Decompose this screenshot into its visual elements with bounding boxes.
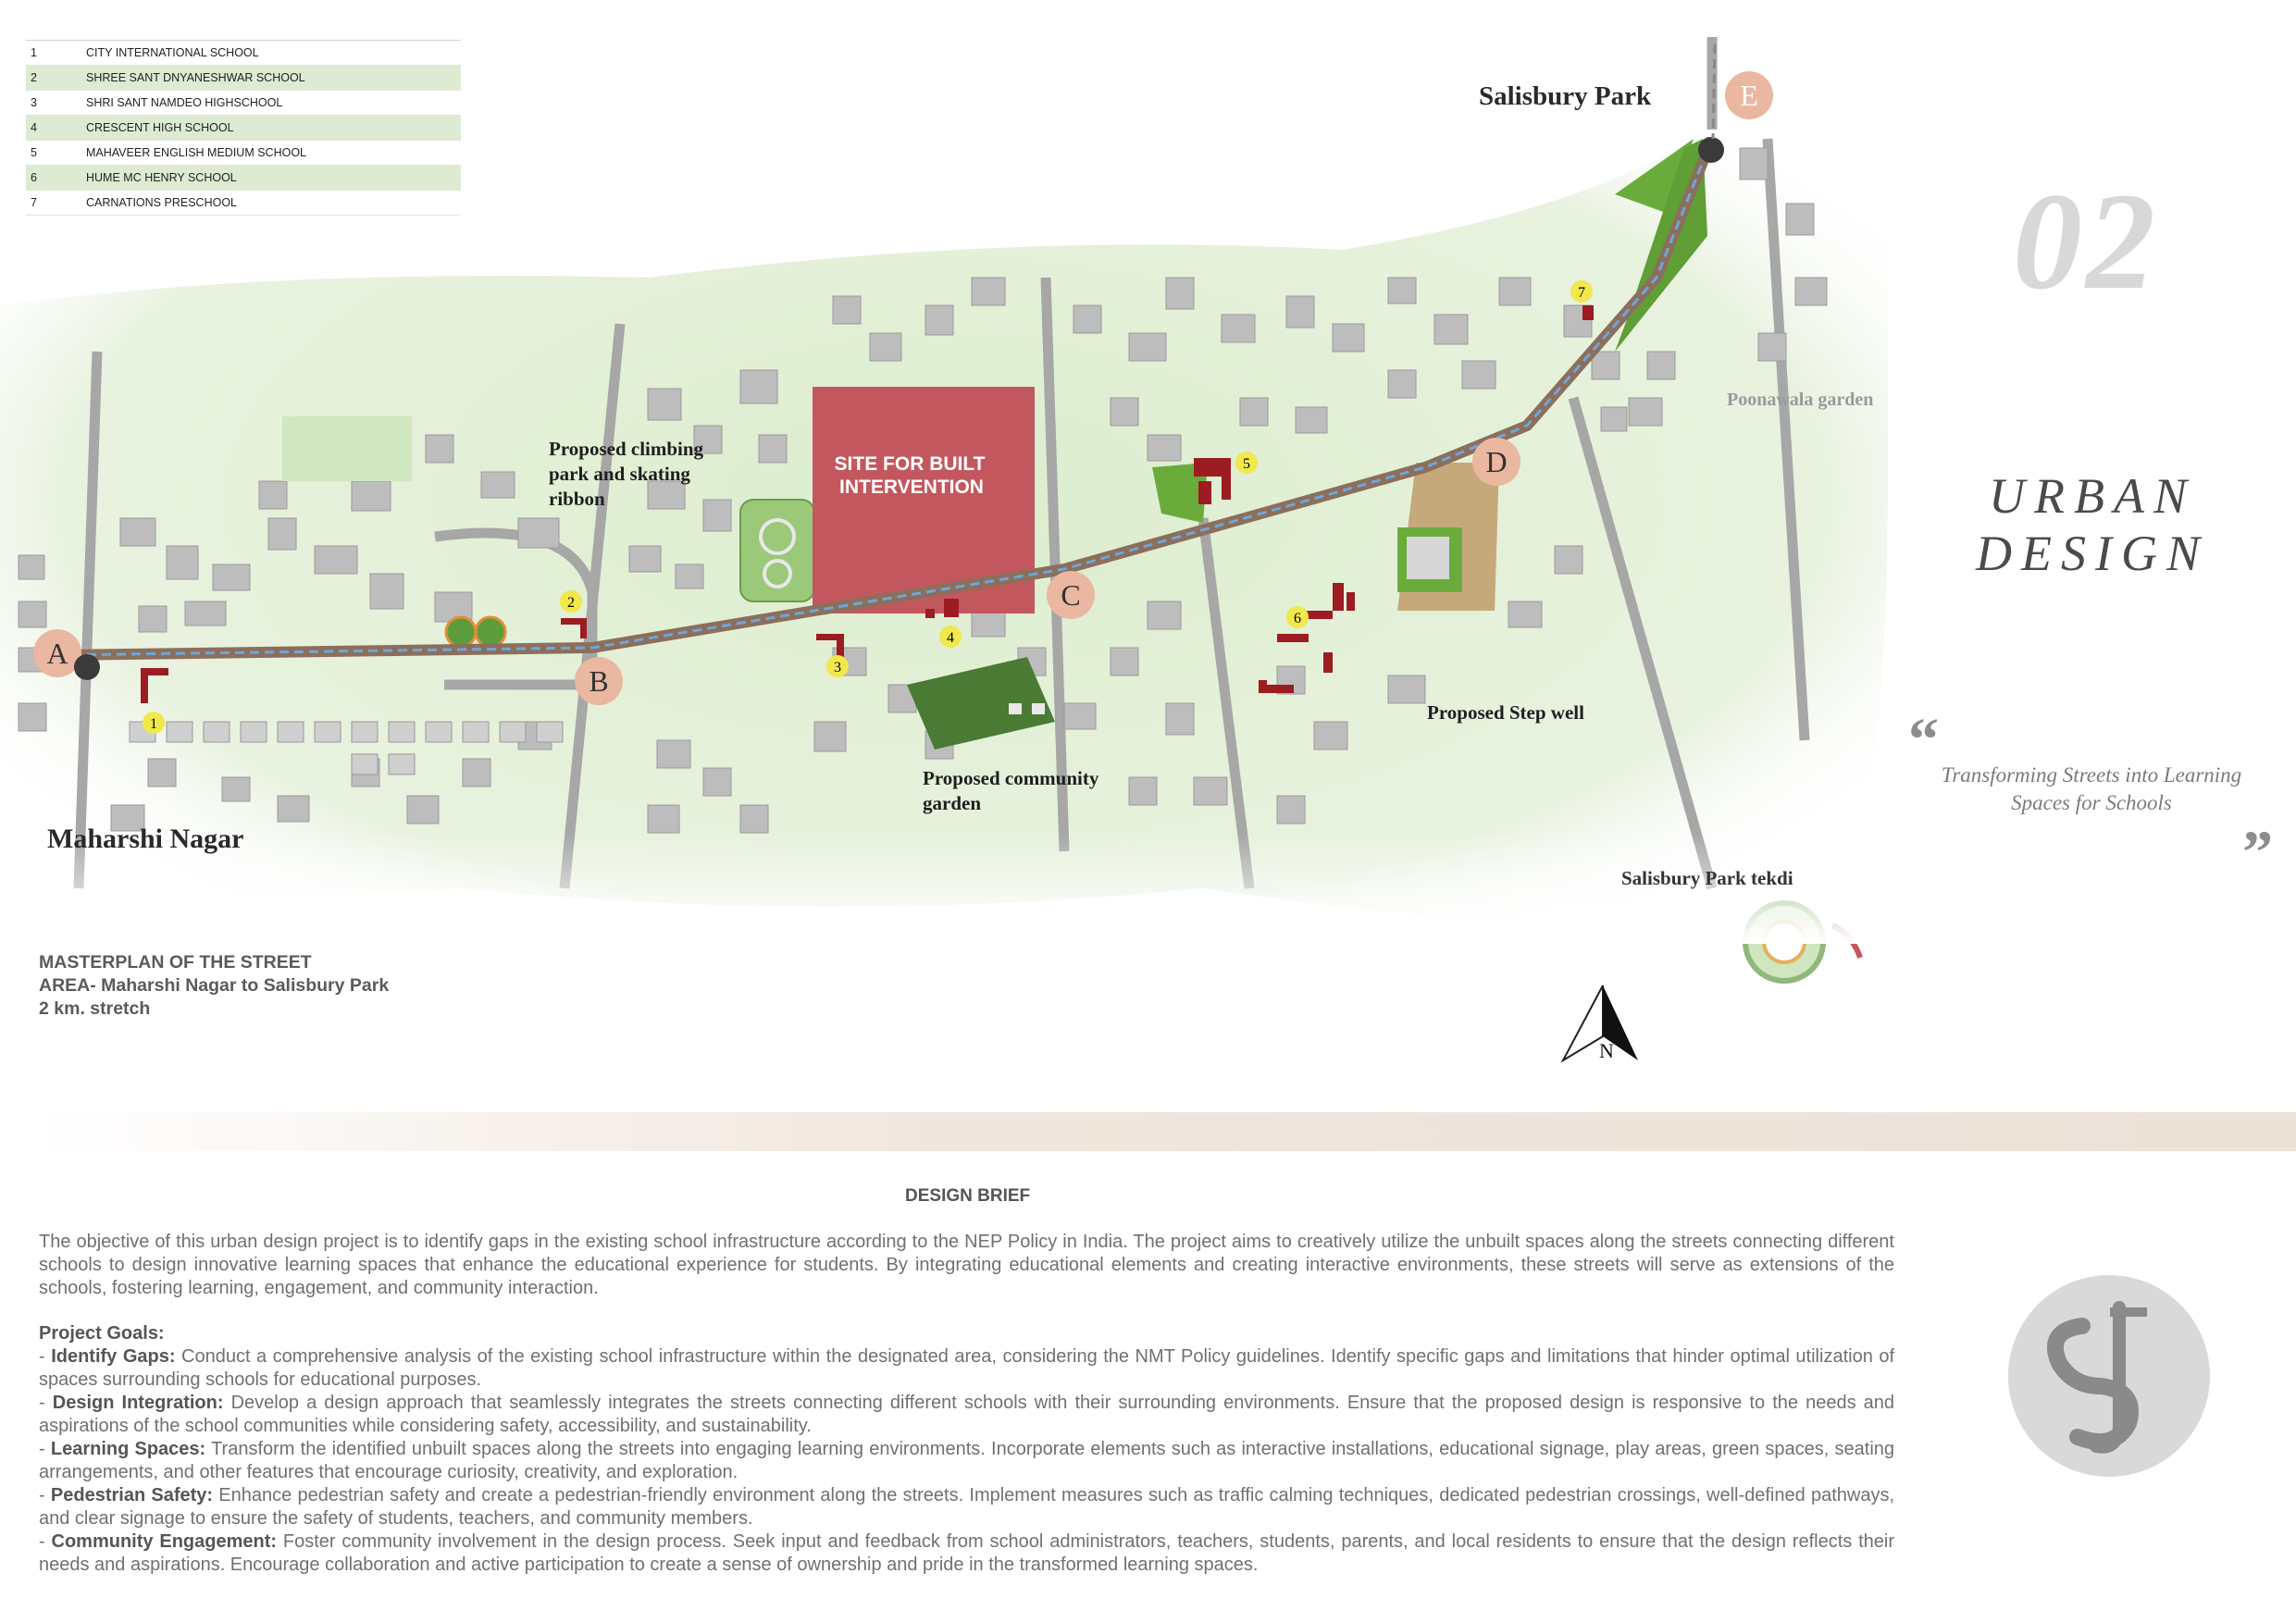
node-d: D <box>1485 445 1508 478</box>
goals-title: Project Goals: <box>39 1323 165 1344</box>
tagline-quote: Transforming Streets into Learning Spaces for Schools <box>1941 763 2242 814</box>
school-marker-7: 7 <box>1578 285 1585 301</box>
brief-intro: The objective of this urban design project is to identify gaps in the existing school infrastructure according to the NEP Policy in India. The project aims to creatively utilize the unbuilt spaces along the streets connecting different schools to design innovative learning spaces that enhance the educational experience for students. By integrating educational elements and creating interactive environments, these streets will serve as extensions of the schools, fostering learning, engagement, and community interaction. <box>39 1232 1894 1298</box>
school-marker-2: 2 <box>567 595 575 611</box>
legend-row: 3 SHRI SANT NAMDEO HIGHSCHOOL <box>26 91 461 116</box>
masterplan-caption <box>39 951 389 1021</box>
node-c: C <box>1061 578 1081 612</box>
legend-row: 4 CRESCENT HIGH SCHOOL <box>26 116 461 141</box>
legend-row: 1 CITY INTERNATIONAL SCHOOL <box>26 41 461 66</box>
quote-close-icon: ” <box>2242 819 2273 886</box>
site-label-line2: INTERVENTION <box>839 477 984 498</box>
monogram-logo-icon <box>2008 1275 2210 1477</box>
goal-item: - Pedestrian Safety: Enhance pedestrian safety and create a pedestrian-friendly environment along the streets. Implement measures such as traffic calming techniques, dedicated pedestrian crossings, well-defined pathways, and clear signage to ensure the safety of students, teachers, and community members. <box>39 1485 1895 1529</box>
site-label-line1: SITE FOR BUILT <box>834 453 986 475</box>
school-marker-4: 4 <box>947 630 954 646</box>
goal-item: - Design Integration: Develop a design approach that seamlessly integrates the streets connecting different schools with their surrounding environments. Ensure that the proposed design is responsive to the needs and aspirations of the school communities while considering safety, accessibility, and sustainability. <box>39 1393 1895 1436</box>
school-marker-6: 6 <box>1294 611 1301 626</box>
masterplan-title: MASTERPLAN OF THE STREET <box>39 952 312 973</box>
goal-item: - Community Engagement: Foster community involvement in the design process. Seek input and feedback from school administrators, teachers, students, parents, and local residents to ensure that the design reflects their needs and aspirations. Encourage collaboration and active participation to create a sense of ownership and pride in the transformed learning spaces. <box>39 1531 1895 1575</box>
design-brief-heading: DESIGN BRIEF <box>905 1186 1031 1206</box>
masterplan-length: 2 km. stretch <box>39 998 151 1019</box>
north-arrow <box>1563 985 1638 1062</box>
place-maharshi-nagar: Maharshi Nagar <box>47 824 244 854</box>
design-brief-text <box>39 1231 1894 1577</box>
section-title-line2: DESIGN <box>1976 526 2209 581</box>
place-salisbury-park: Salisbury Park <box>1479 81 1652 111</box>
north-label: N <box>1599 1039 1614 1062</box>
masterplan-area: AREA- Maharshi Nagar to Salisbury Park <box>39 975 390 996</box>
place-poonawala-garden: Poonawala garden <box>1727 390 1874 410</box>
school-marker-5: 5 <box>1243 456 1250 472</box>
goal-item: - Identify Gaps: Conduct a comprehensive analysis of the existing school infrastructure within the designated area, considering the NMT Policy guidelines. Identify specific gaps and limitations that hinder optimal utilization of spaces surrounding schools for educational purposes. <box>39 1346 1895 1390</box>
proposal-step-well: Proposed Step well <box>1427 701 1584 724</box>
monogram-logo <box>2008 1275 2210 1477</box>
node-e: E <box>1740 79 1758 112</box>
legend-row: 7 CARNATIONS PRESCHOOL <box>26 191 461 216</box>
place-salisbury-tekdi: Salisbury Park tekdi <box>1621 867 1793 889</box>
legend-row: 5 MAHAVEER ENGLISH MEDIUM SCHOOL <box>26 141 461 166</box>
goal-item: - Learning Spaces: Transform the identified unbuilt spaces along the streets into engaging learning environments. Incorporate elements such as interactive installations, educational signage, play areas, green spaces, seating arrangements, and other features that encourage curiosity, creativity, and exploration. <box>39 1439 1895 1482</box>
school-marker-1: 1 <box>150 716 157 732</box>
section-title-line1: URBAN <box>1989 468 2196 524</box>
legend-row: 6 HUME MC HENRY SCHOOL <box>26 166 461 191</box>
climbing-park <box>740 500 814 601</box>
section-title <box>1976 467 2209 582</box>
node-a: A <box>46 637 68 670</box>
section-divider <box>37 1112 2296 1151</box>
node-b: B <box>589 664 609 698</box>
section-number: 02 <box>2013 165 2159 318</box>
quote-open-icon: “ <box>1908 706 1939 774</box>
school-marker-3: 3 <box>834 660 841 675</box>
school-legend-table <box>26 40 461 216</box>
legend-row: 2 SHREE SANT DNYANESHWAR SCHOOL <box>26 66 461 91</box>
proposal-community-garden: Proposed community garden <box>923 767 1099 814</box>
proposal-climbing-park: Proposed climbing park and skating ribbon <box>549 438 704 510</box>
